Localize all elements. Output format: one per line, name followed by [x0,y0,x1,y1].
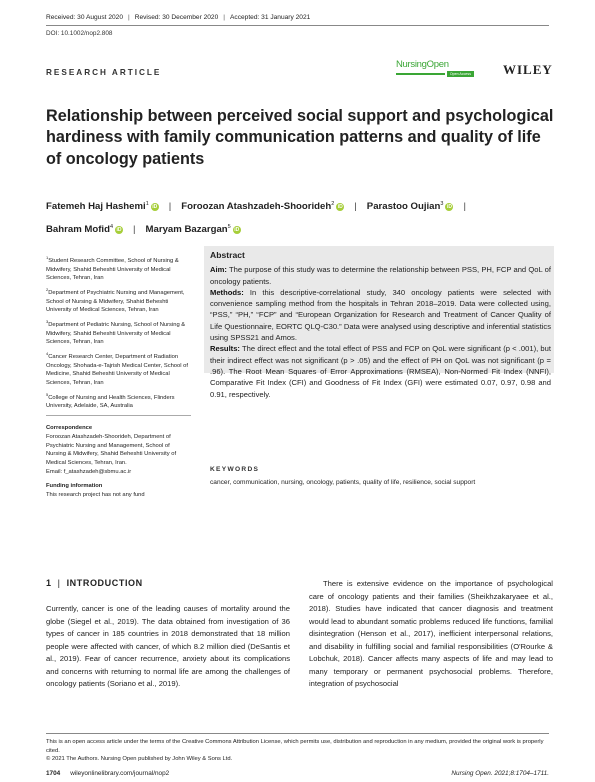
author-separator: | [133,224,136,236]
author-name[interactable]: Foroozan Atashzadeh-Shoorideh$^2$iD [181,201,343,213]
article-type: RESEARCH ARTICLE [46,68,162,77]
intro-paragraph: There is extensive evidence on the importance of psychological care of oncology patients and their families (Sheikhzakaryaee et al., 2018). Studies have indicated that cancer diagnosis and treatment would lead to abundant somatic problems reduced life functions, familial disintegration (Henson et al., 2017), inefficient interpersonal relations, and disability in fulfilling social and familial responsibilities (O'Rourke & Lobchuk, 2018). Cancer affects many aspects of life and may lead to many temporary or permanent psychosocial problems. Therefore, integration of psychosocial [309,579,553,689]
author-separator: | [463,201,466,213]
keywords-heading: KEYWORDS [210,466,260,473]
affiliation: $^5$College of Nursing and Health Sciences, Flinders University, Adelaide, SA, Australia [46,391,175,410]
journal-logo-text: NursingOpen [396,59,449,70]
abstract-methods: Methods: In this descriptive-correlational study, 340 oncology patients were selected with convenience sampling method from the hospitals in Tehran 2018–2019. Data were collected using, “PSS,” “PH,” “FCP” and “European Organization for Research and Treatment of Cancer Quality of Life Questionnaire, EORTC QLQ-C30.” Data were analysed using descriptive and inferential statistics using SPSS21 and Amos. [210,287,551,343]
accepted-date: Accepted: 31 January 2021 [230,14,311,21]
journal-url[interactable]: wileyonlinelibrary.com/journal/nop2 [70,770,170,777]
correspondence-heading: Correspondence [46,425,93,432]
correspondence-block [46,415,191,476]
abstract-aim: Aim: The purpose of this study was to determine the relationship between PSS, PH, FCP and QoL of oncology patients. [210,265,551,286]
orcid-icon[interactable]: iD [337,204,343,211]
correspondence-text: Foroozan Atashzadeh-Shoorideh, Department of Psychiatric Nursing and Management, School of Nursing & Midwifery, Shahid Beheshti University of Medical Sciences, Tehran, Iran. [46,433,177,466]
journal-logo[interactable] [396,59,474,77]
section-heading-introduction: 1 | INTRODUCTION [46,578,143,588]
author-name[interactable]: Fatemeh Haj Hashemi$^1$iD [46,201,158,213]
license-notice [46,738,556,764]
affiliation: $^3$Department of Pediatric Nursing, School of Nursing & Midwifery, Shahid Beheshti University of Medical Sciences, Tehran, Iran [46,319,186,346]
orcid-icon[interactable]: iD [446,204,452,211]
keywords-list: cancer, communication, nursing, oncology, patients, quality of life, resilience, social support [210,479,476,486]
affiliation: $^1$Student Research Committee, School of Nursing & Midwifery, Shahid Beheshti University of Medical Sciences, Tehran, Iran [46,255,179,282]
footer-rule [46,733,549,734]
abstract-results: Results: The direct effect and the total effect of PSS and FCP on QoL were significant (p < .001), but their indirect effect was not significant (p > .05) and the effect of PH on QoL was not significant (p = .96). The Root Mean Squares of Error Approximations (RMSEA), Non-Normed Fit Index (NNFI), Comparative Fit Index (CFI) and Goodness of Fit Index (GFI) were estimated 0.07, 0.97, 0.98 and 0.91, respectively. [210,344,551,399]
license-text: This is an open access article under the terms of the Creative Commons Attribution License, which permits use, distribution and reproduction in any medium, provided the original work is properly cited. [46,739,544,754]
abstract-heading: Abstract [210,250,245,260]
page-number: 1704 [46,770,61,777]
author-separator: | [354,201,357,213]
funding-text: This research project has not any fund [46,492,145,499]
date-separator: | [223,14,225,21]
author-name[interactable]: Maryam Bazargan$^5$iD [145,224,240,236]
copyright-text: © 2021 The Authors. Nursing Open published by John Wiley & Sons Ltd. [46,756,233,763]
journal-citation: Nursing Open. 2021;8:1704–1711. [451,770,549,777]
page-footer [46,770,549,777]
date-separator: | [127,14,130,21]
open-access-badge: Open Access [447,71,474,77]
orcid-icon[interactable]: iD [152,204,158,211]
revised-date: Revised: 30 December 2020 [134,14,219,21]
orcid-icon[interactable]: iD [234,227,240,234]
affiliation: $^4$Cancer Research Center, Department of Radiation Oncology, Shohada-e-Tajrish Medical Center, School of Medicine, Shahid Beheshti University of Medical Sciences, Tehran, Iran [46,351,188,387]
header-rule [46,25,549,26]
abstract [210,250,551,400]
author-name[interactable]: Bahram Mofid$^4$iD [46,224,122,236]
orcid-icon[interactable]: iD [116,227,122,234]
intro-paragraph: Currently, cancer is one of the leading causes of mortality around the globe (Siegel et al., 2019). The data obtained from investigation of 36 types of cancer in 185 countries in 2018 demonstrated that 18 million people were affected with cancer, of which 8.2 million died (DeSantis et al., 2019). Fear of cancer recurrence, anxiety about its complications and concerns with returning to normal life are among the challenges of oncology patients (Soriano et al., 2019). [46,604,290,689]
article-dates [46,14,310,21]
doi[interactable]: DOI: 10.1002/nop2.808 [46,30,113,37]
journal-logo-bar [396,71,474,77]
article-title: Relationship between perceived social support and psychological hardiness with family communication patterns and quality of life of oncology patients [46,107,554,168]
author-list [46,194,556,240]
affiliation: $^2$Department of Psychiatric Nursing and Management, School of Nursing & Midwifery, Shahid Beheshti University of Medical Sciences, Tehran, Iran [46,287,185,314]
publisher-logo[interactable]: WILEY [503,62,553,77]
received-date: Received: 30 August 2020 [46,14,123,21]
correspondence-email[interactable]: Email: f_atashzadeh@sbmu.ac.ir [46,468,132,475]
affiliations-column [46,254,191,500]
logo-line [396,73,445,74]
funding-heading: Funding information [46,483,103,490]
author-name[interactable]: Parastoo Oujian$^3$iD [366,201,452,213]
author-separator: | [168,201,172,213]
